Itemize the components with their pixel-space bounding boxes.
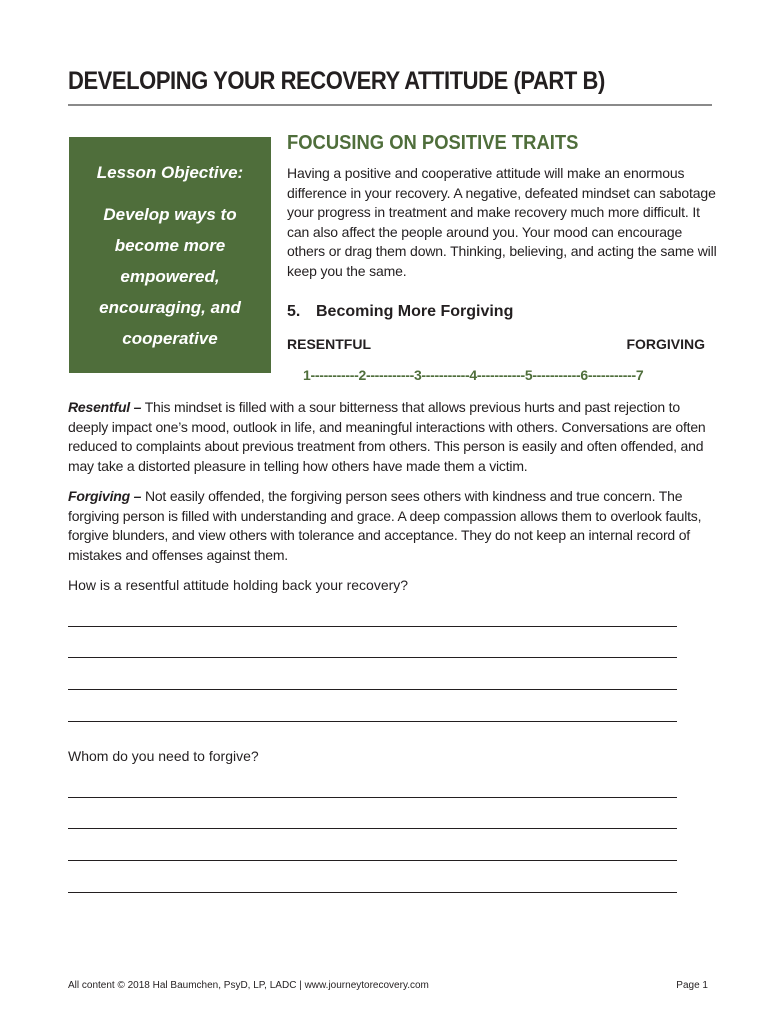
answer-line[interactable] <box>68 860 677 861</box>
answer-line[interactable] <box>68 626 677 627</box>
resentful-definition <box>68 398 718 476</box>
resentful-term: Resentful – <box>68 399 142 415</box>
scale-left-label: RESENTFUL <box>287 336 371 352</box>
scale-right-label: FORGIVING <box>626 336 705 352</box>
answer-line[interactable] <box>68 657 677 658</box>
footer-copyright: All content © 2018 Hal Baumchen, PsyD, LP, LADC | www.journeytorecovery.com <box>68 980 429 991</box>
question-forgive: Whom do you need to forgive? <box>68 748 259 764</box>
lesson-objective-label: Lesson Objective: <box>96 163 244 182</box>
answer-line[interactable] <box>68 721 677 722</box>
title-divider <box>68 104 712 106</box>
intro-paragraph: Having a positive and cooperative attitude will make an enormous difference in your recovery. A negative, defeated mindset can sabotage your progress in treatment and make recovery much more difficult. It can also affect the people around you. Your mood can encourage others or drag them down. Thinking, believing, and acting the same will keep you the same. <box>287 165 717 279</box>
forgiving-term: Forgiving – <box>68 488 142 504</box>
rating-scale: 1-----------2-----------3-----------4-----------5-----------6-----------7 <box>303 367 644 383</box>
footer-page-number: Page 1 <box>676 980 708 991</box>
answer-line[interactable] <box>68 797 677 798</box>
answer-line[interactable] <box>68 828 677 829</box>
forgiving-definition <box>68 487 718 565</box>
lesson-objective-box <box>69 137 271 373</box>
answer-line[interactable] <box>68 892 677 893</box>
lesson-objective-text: Develop ways to become more empowered, encouraging, and cooperative <box>99 205 241 348</box>
page-title: DEVELOPING YOUR RECOVERY ATTITUDE (PART B) <box>68 67 605 95</box>
forgiving-text: Not easily offended, the forgiving person sees others with kindness and true concern. The forgiving person is filled with understanding and grace. A deep compassion allows them to overlook faults, forgive blunders, and view others with tolerance and acceptance. They do not keep an internal record of mistakes and offenses against them. <box>68 488 702 563</box>
answer-line[interactable] <box>68 689 677 690</box>
trait-number: 5. <box>287 303 301 320</box>
trait-heading <box>287 303 513 321</box>
resentful-text: This mindset is filled with a sour bitterness that allows previous hurts and past rejection to deeply impact one’s mood, outlook in life, and meaningful interactions with others. Conversations are often reduced to complaints about previous treatment from others. This person is easily and often offended, and may take a distorted pleasure in telling how others have made them a victim. <box>68 399 706 474</box>
trait-title: Becoming More Forgiving <box>316 303 514 320</box>
question-resentful: How is a resentful attitude holding back your recovery? <box>68 577 409 593</box>
section-heading: FOCUSING ON POSITIVE TRAITS <box>287 132 579 154</box>
